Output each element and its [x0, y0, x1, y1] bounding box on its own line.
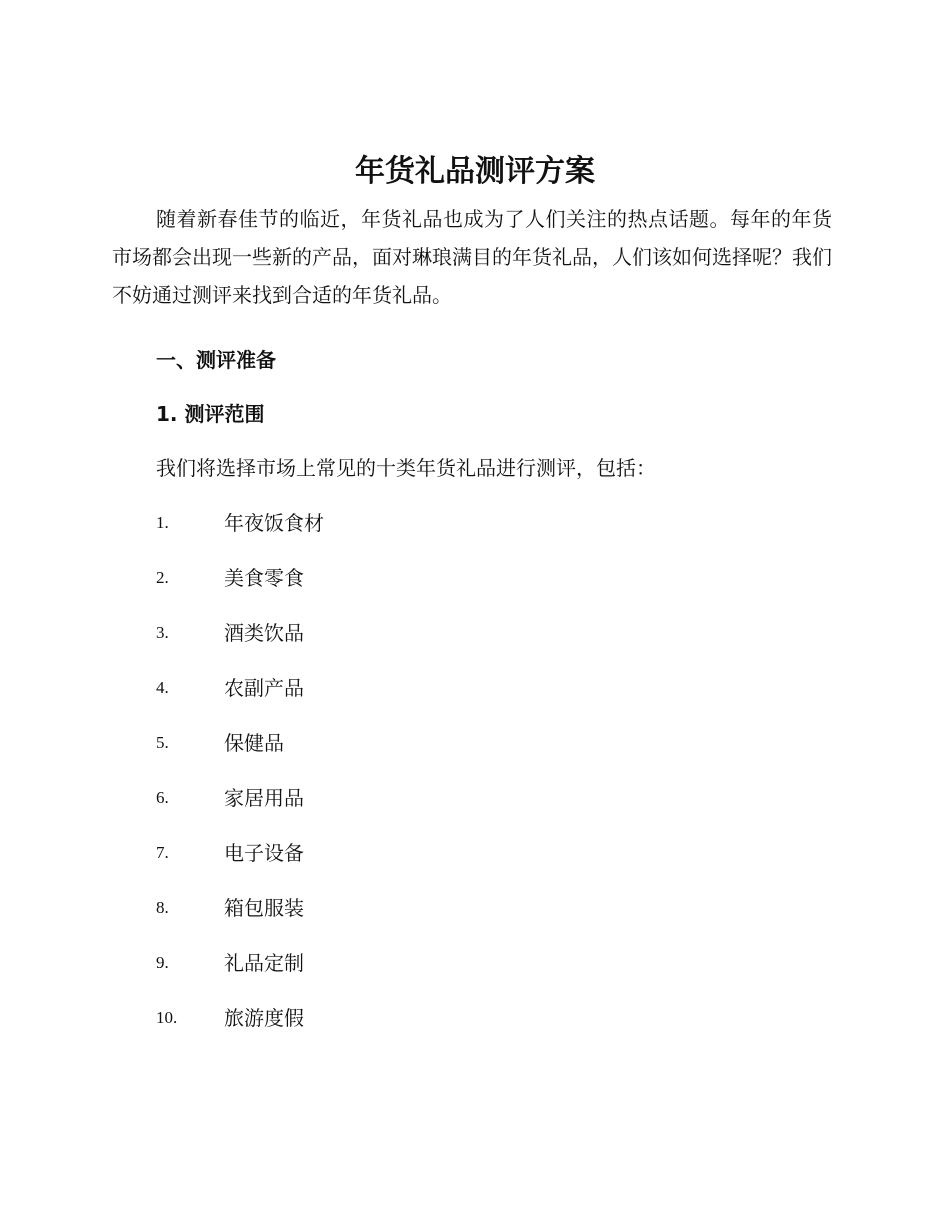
list-item-text: 电子设备	[224, 841, 304, 865]
list-item	[156, 728, 324, 783]
list-item	[156, 563, 324, 618]
list-item-number: 6.	[156, 788, 169, 807]
list-item-number: 8.	[156, 898, 169, 917]
list-item-number: 1.	[156, 513, 169, 532]
list-item	[156, 508, 324, 563]
list-item-text: 保健品	[224, 731, 284, 755]
list-item-number: 5.	[156, 733, 169, 752]
list-item-number: 9.	[156, 953, 169, 972]
list-item-text: 礼品定制	[224, 951, 304, 975]
list-item	[156, 893, 324, 948]
list-item	[156, 1003, 324, 1058]
list-item-text: 酒类饮品	[224, 621, 304, 645]
gift-category-list	[156, 508, 324, 1058]
list-item	[156, 783, 324, 838]
list-item	[156, 948, 324, 1003]
list-item-text: 箱包服装	[224, 896, 304, 920]
list-item-text: 美食零食	[224, 566, 304, 590]
page-title: 年货礼品测评方案	[355, 154, 595, 189]
intro-paragraph: 随着新春佳节的临近，年货礼品也成为了人们关注的热点话题。每年的年货市场都会出现一些新的产品，面对琳琅满目的年货礼品，人们该如何选择呢？我们不妨通过测评来找到合适的年货礼品。	[112, 207, 832, 307]
list-item-text: 农副产品	[224, 676, 304, 700]
list-item-number: 2.	[156, 568, 169, 587]
list-item	[156, 673, 324, 728]
list-item	[156, 838, 324, 893]
list-item	[156, 618, 324, 673]
list-item-text: 年夜饭食材	[224, 511, 324, 535]
list-item-number: 3.	[156, 623, 169, 642]
list-item-text: 家居用品	[224, 786, 304, 810]
list-item-text: 旅游度假	[224, 1006, 304, 1030]
section-heading: 一、测评准备	[156, 348, 276, 372]
list-item-number: 7.	[156, 843, 169, 862]
lead-text: 我们将选择市场上常见的十类年货礼品进行测评，包括：	[156, 456, 656, 480]
list-item-number: 10.	[156, 1008, 178, 1027]
subsection-heading: 1. 测评范围	[156, 402, 265, 426]
list-item-number: 4.	[156, 678, 169, 697]
